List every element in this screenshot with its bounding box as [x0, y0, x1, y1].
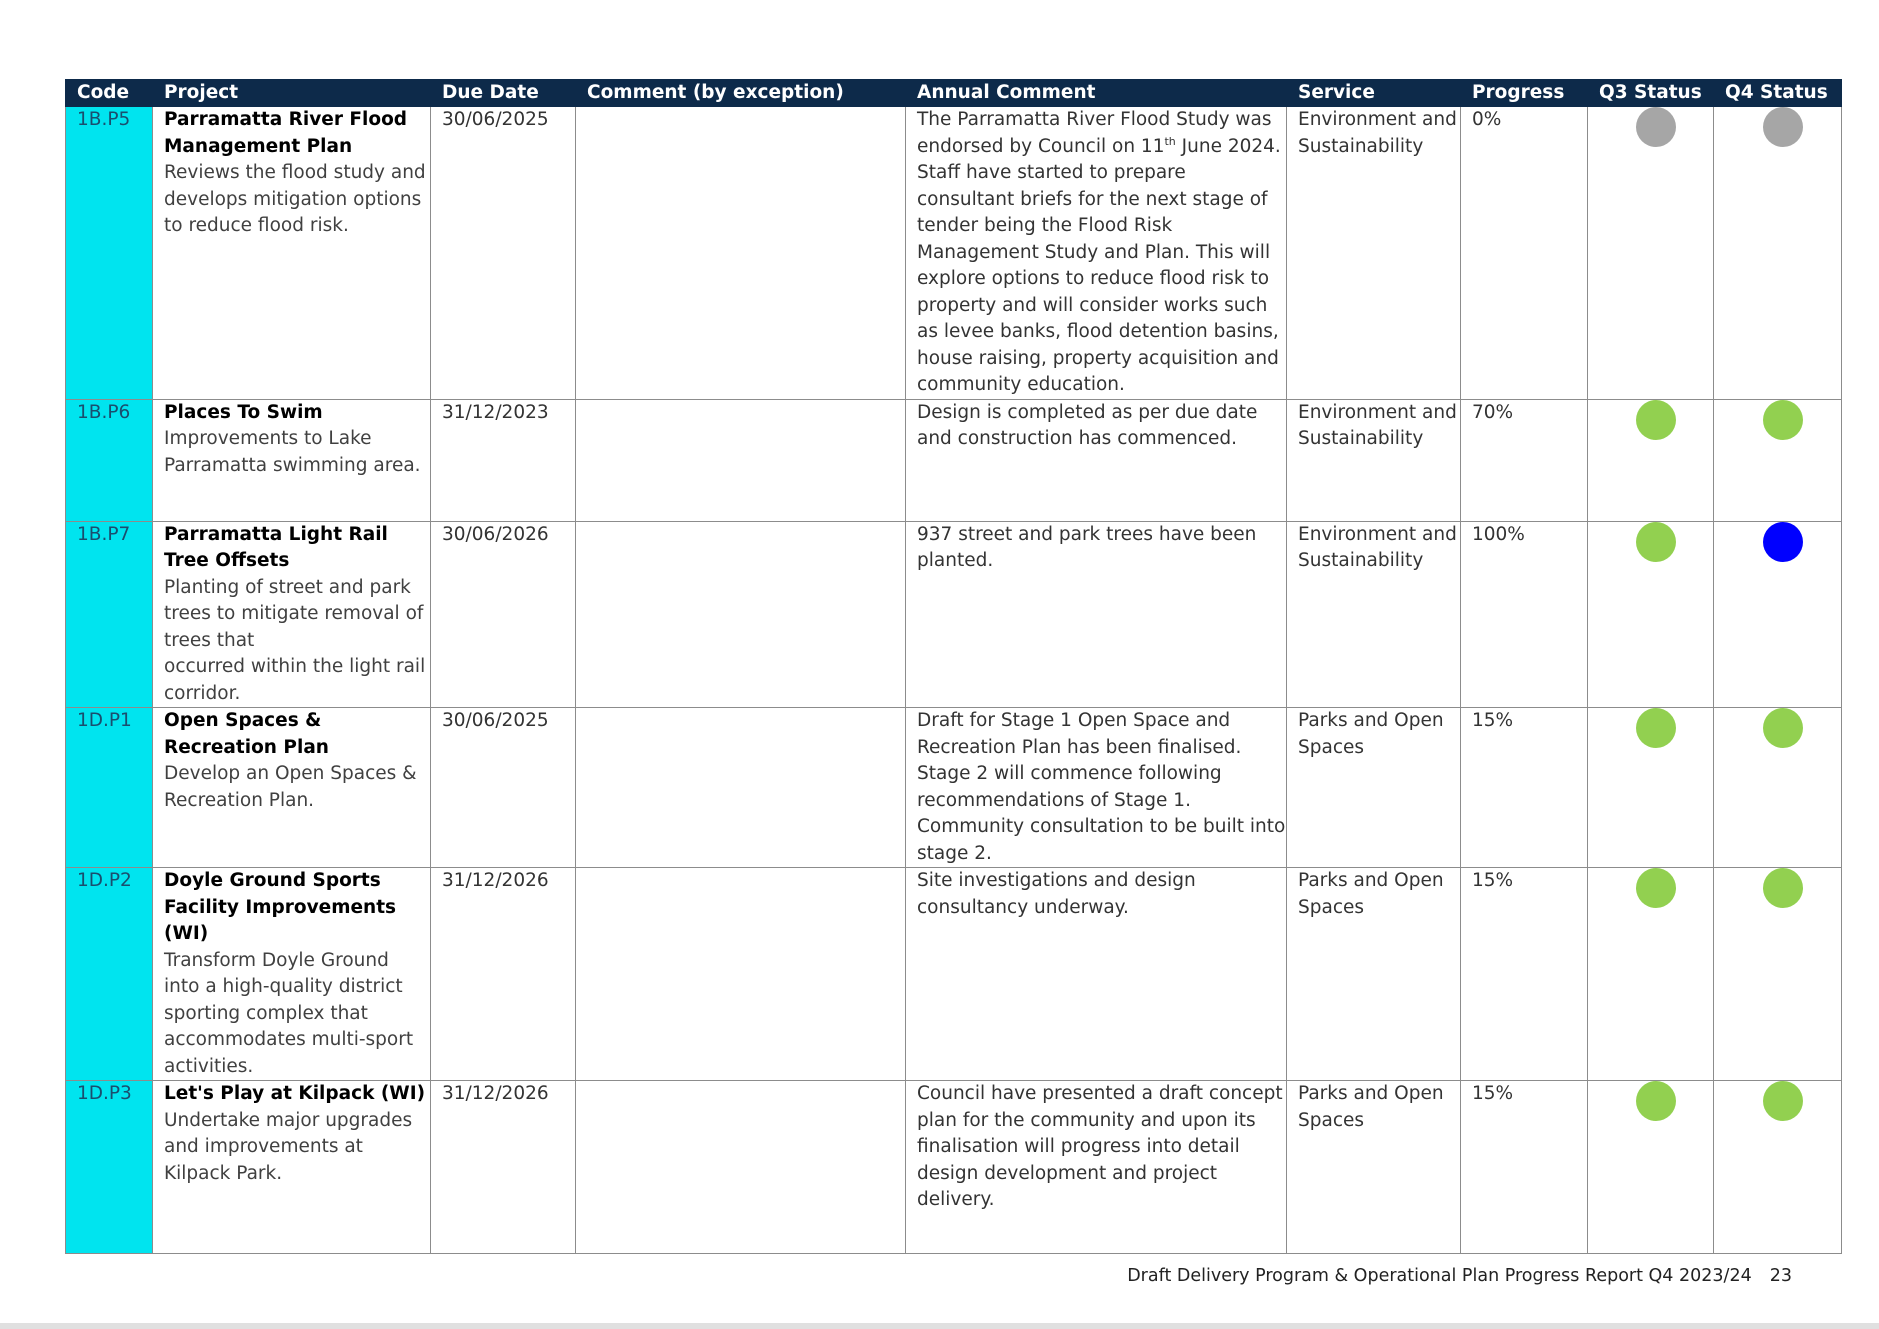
header-project: Project — [153, 80, 431, 107]
service-cell: Environment and Sustainability — [1287, 521, 1461, 708]
comment-cell — [576, 107, 906, 400]
service-cell: Environment and Sustainability — [1287, 399, 1461, 521]
code-cell: 1B.P6 — [66, 399, 153, 521]
annual-comment-cell: Draft for Stage 1 Open Space and Recreation Plan has been finalised. Stage 2 will commence following recommendations of Stage 1. Community consultation to be built into stage 2. — [906, 708, 1287, 868]
q3-status-cell — [1588, 521, 1714, 708]
header-due-date: Due Date — [431, 80, 576, 107]
q4-status-cell — [1714, 521, 1842, 708]
q3-status-cell — [1588, 868, 1714, 1081]
due-date-cell: 31/12/2026 — [431, 868, 576, 1081]
project-description: occurred within the light rail corridor. — [164, 656, 426, 704]
status-dot-icon — [1636, 1081, 1676, 1121]
code-cell: 1D.P3 — [66, 1081, 153, 1254]
status-dot-icon — [1636, 868, 1676, 908]
comment-cell — [576, 399, 906, 521]
due-date-cell: 30/06/2025 — [431, 107, 576, 400]
status-dot-icon — [1636, 522, 1676, 562]
code-cell: 1D.P2 — [66, 868, 153, 1081]
page-number: 23 — [1769, 1266, 1792, 1286]
project-title: Places To Swim — [164, 401, 323, 423]
table-row — [66, 399, 1842, 521]
service-cell: Parks and Open Spaces — [1287, 868, 1461, 1081]
header-code: Code — [66, 80, 153, 107]
page-footer — [1127, 1266, 1792, 1286]
project-cell — [153, 1081, 431, 1254]
project-title: Open Spaces & Recreation Plan — [164, 710, 329, 758]
project-description: Planting of street and park trees to mitigate removal of trees that — [164, 576, 424, 651]
status-dot-icon — [1763, 522, 1803, 562]
status-dot-icon — [1636, 400, 1676, 440]
project-cell — [153, 708, 431, 868]
annual-comment-text: June 2024. Staff have started to prepare consultant briefs for the next stage of tender being the Flood Risk Management Study and Plan. This will explore options to reduce flood risk to property and will consider works such as levee banks, flood detention basins, house raising, property acquisition and community education. — [917, 135, 1281, 395]
service-cell: Environment and Sustainability — [1287, 107, 1461, 400]
service-cell: Parks and Open Spaces — [1287, 1081, 1461, 1254]
q3-status-cell — [1588, 1081, 1714, 1254]
project-cell — [153, 868, 431, 1081]
project-title: Parramatta River Flood Management Plan — [164, 109, 408, 157]
comment-cell — [576, 521, 906, 708]
status-dot-icon — [1763, 400, 1803, 440]
code-cell: 1D.P1 — [66, 708, 153, 868]
header-annual-comment: Annual Comment — [906, 80, 1287, 107]
project-description: Improvements to Lake Parramatta swimming area. — [164, 428, 421, 476]
progress-cell: 15% — [1461, 708, 1588, 868]
header-q3-status: Q3 Status — [1588, 80, 1714, 107]
q4-status-cell — [1714, 708, 1842, 868]
project-description: Reviews the flood study and develops mitigation options to reduce flood risk. — [164, 162, 426, 236]
due-date-cell: 30/06/2026 — [431, 521, 576, 708]
code-cell: 1B.P5 — [66, 107, 153, 400]
progress-cell: 70% — [1461, 399, 1588, 521]
due-date-cell: 31/12/2026 — [431, 1081, 576, 1254]
progress-cell: 0% — [1461, 107, 1588, 400]
q4-status-cell — [1714, 1081, 1842, 1254]
due-date-cell: 30/06/2025 — [431, 708, 576, 868]
project-description: Transform Doyle Ground into a high-quality district sporting complex that accommodates multi-sport activities. — [164, 949, 414, 1077]
q4-status-cell — [1714, 107, 1842, 400]
status-dot-icon — [1763, 107, 1803, 147]
annual-comment-cell: Site investigations and design consultancy underway. — [906, 868, 1287, 1081]
code-cell: 1B.P7 — [66, 521, 153, 708]
header-comment: Comment (by exception) — [576, 80, 906, 107]
project-description: Undertake major upgrades and improvements at Kilpack Park. — [164, 1109, 413, 1184]
table-row — [66, 708, 1842, 868]
table-row — [66, 521, 1842, 708]
due-date-cell: 31/12/2023 — [431, 399, 576, 521]
annual-comment-cell: Design is completed as per due date and construction has commenced. — [906, 399, 1287, 521]
comment-cell — [576, 1081, 906, 1254]
header-q4-status: Q4 Status — [1714, 80, 1842, 107]
service-cell: Parks and Open Spaces — [1287, 708, 1461, 868]
project-title: Let's Play at Kilpack (WI) — [164, 1083, 426, 1104]
progress-cell: 15% — [1461, 1081, 1588, 1254]
progress-cell: 15% — [1461, 868, 1588, 1081]
comment-cell — [576, 708, 906, 868]
project-description: Develop an Open Spaces & Recreation Plan. — [164, 763, 417, 811]
progress-cell: 100% — [1461, 521, 1588, 708]
annual-comment-cell: 937 street and park trees have been planted. — [906, 521, 1287, 708]
comment-cell — [576, 868, 906, 1081]
project-cell — [153, 107, 431, 400]
annual-comment-cell — [906, 107, 1287, 400]
table-header-row — [66, 80, 1842, 107]
annual-comment-superscript: th — [1164, 134, 1176, 148]
project-cell — [153, 399, 431, 521]
annual-comment-cell: Council have presented a draft concept plan for the community and upon its finalisation will progress into detail design development and project delivery. — [906, 1081, 1287, 1254]
status-dot-icon — [1636, 708, 1676, 748]
table-row — [66, 107, 1842, 400]
q3-status-cell — [1588, 399, 1714, 521]
footer-title: Draft Delivery Program & Operational Plan Progress Report Q4 2023/24 — [1127, 1266, 1752, 1286]
q3-status-cell — [1588, 107, 1714, 400]
project-title: Doyle Ground Sports Facility Improvements (WI) — [164, 870, 397, 944]
status-dot-icon — [1763, 868, 1803, 908]
project-status-table — [65, 79, 1842, 1254]
header-progress: Progress — [1461, 80, 1588, 107]
q4-status-cell — [1714, 868, 1842, 1081]
q4-status-cell — [1714, 399, 1842, 521]
table-row — [66, 868, 1842, 1081]
annual-comment-text: The Parramatta River Flood Study was endorsed by Council on 11 — [917, 109, 1272, 157]
project-title: Parramatta Light Rail Tree Offsets — [164, 523, 388, 571]
status-dot-icon — [1636, 107, 1676, 147]
q3-status-cell — [1588, 708, 1714, 868]
page-bottom-divider — [0, 1323, 1879, 1329]
status-dot-icon — [1763, 708, 1803, 748]
header-service: Service — [1287, 80, 1461, 107]
status-dot-icon — [1763, 1081, 1803, 1121]
project-cell — [153, 521, 431, 708]
table-row — [66, 1081, 1842, 1254]
